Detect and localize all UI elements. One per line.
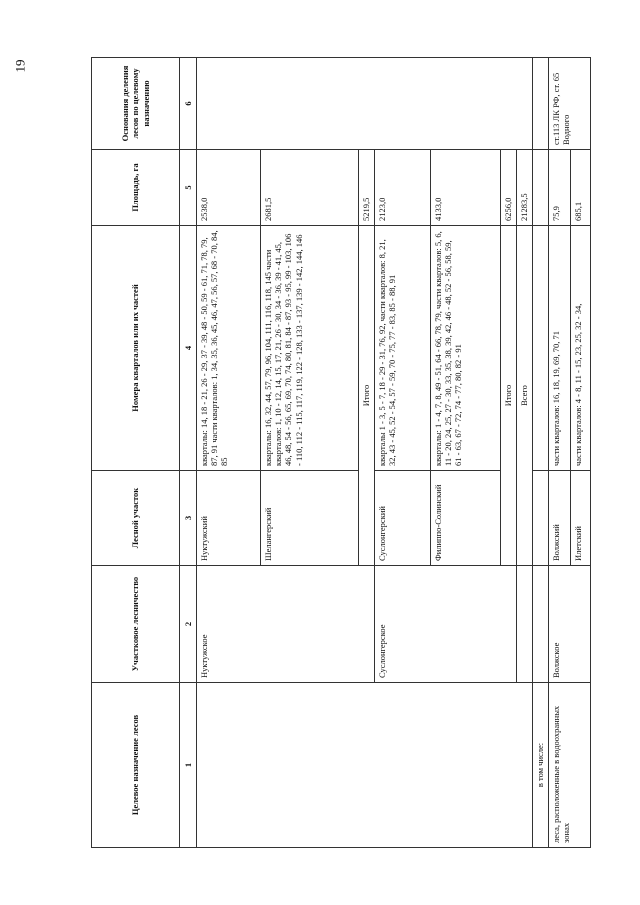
header-row [92,58,180,848]
area-cell: 21283,5 [517,150,533,226]
header-section: Лесной участок [92,471,180,566]
district-cell: Нуктужское [197,566,375,683]
header-district: Участковое лесничество [92,566,180,683]
quarters-cell: кварталы: 14, 18 - 21, 26 - 29, 37 - 39, 48 - 50, 59 - 61, 71, 78, 79, 87, 91 части кварталов: 1, 34, 35, 36, 45, 46, 47, 56, 57, 68 - 70, 84, 85 [197,226,261,471]
subtotal-label: Итого [501,226,517,566]
area-cell: 2681,5 [261,150,359,226]
header-purpose: Целевое назначение лесов [92,683,180,848]
section-cell: Илетский [571,471,591,566]
section-cell: Волжский [549,471,571,566]
empty-cell [517,566,533,683]
quarters-cell: кварталы 1 - 3, 5 - 7, 18 - 29 - 31, 76, 92, части кварталов: 8, 21, 32, 43 - 45, 52 - 54, 57 - 59, 70 - 75, 77 - 83, 85 - 88, 91 [375,226,431,471]
index-cell: 3 [180,471,197,566]
table-row [197,58,261,848]
area-cell: 4133,0 [431,150,501,226]
index-cell: 2 [180,566,197,683]
purpose-cell [197,683,533,848]
index-cell: 5 [180,150,197,226]
page-number: 19 [12,59,28,73]
subtotal-label: Итого [359,226,375,566]
header-area: Площадь, га [92,150,180,226]
area-cell: 75,9 [549,150,571,226]
index-cell: 4 [180,226,197,471]
empty-cell [533,566,549,683]
section-cell: Шелангерский [261,471,359,566]
purpose-cell: в том числе: [533,683,549,848]
purpose-cell: леса, расположенные в водоохранных зонах [549,683,591,848]
empty-cell [533,471,549,566]
index-row [180,58,197,848]
section-cell: Суслонгерский [375,471,431,566]
empty-cell [533,226,549,471]
empty-cell [533,58,549,150]
basis-cell: ст.113 ЛК РФ, ст. 65 Водного [549,58,591,150]
forest-purpose-table [91,57,591,848]
section-cell: Нуктужский [197,471,261,566]
area-cell: 2538,0 [197,150,261,226]
quarters-cell: части кварталов: 4 - 8, 11 - 15, 23, 25, 32 - 34, [571,226,591,471]
total-label: Всего [517,226,533,566]
area-cell: 685,1 [571,150,591,226]
quarters-cell: кварталы: 1 - 4, 7, 8, 49 - 51, 64 - 66, 78, 79, части кварталов: 5, 6, 11 - 20, 24, 25, 27 - 30, 33, 35, 38, 39, 42, 46 - 48, 52 - 56, 58, 59, 61 - 63, 67 - 72, 74 - 77, 80, 82 - 91 [431,226,501,471]
empty-cell [533,150,549,226]
rotated-table-wrapper [91,58,589,848]
quarters-cell: кварталы: 16, 32, 44, 57, 79, 96, 104, 111, 116, 118, 145 части кварталов: 1, 10 - 12, 14, 15, 17, 21, 26 - 30, 34 - 36, 39 - 41, 45, 46, 48, 54 - 56, 65, 69, 70, 74, 80, 81, 84 - 87, 93 - 95, 99 - 103, 106 - 110, 112 - 115, 117, 119, 122 - 128, 133 - 137, 139 - 142, 144, 146 [261,226,359,471]
table-row [533,58,549,848]
header-quarters: Номера кварталов или их частей [92,226,180,471]
area-cell: 2123,0 [375,150,431,226]
district-cell: Суслонгерское [375,566,517,683]
basis-cell [197,58,533,150]
header-basis: Основания деления лесов по целевому назначению [92,58,180,150]
index-cell: 1 [180,683,197,848]
area-cell: 6256,0 [501,150,517,226]
area-cell: 5219,5 [359,150,375,226]
quarters-cell: части кварталов: 16, 18, 19, 69, 70, 71 [549,226,571,471]
district-cell: Волжское [549,566,591,683]
table-row [549,58,571,848]
index-cell: 6 [180,58,197,150]
section-cell: Филиппо-Солинский [431,471,501,566]
